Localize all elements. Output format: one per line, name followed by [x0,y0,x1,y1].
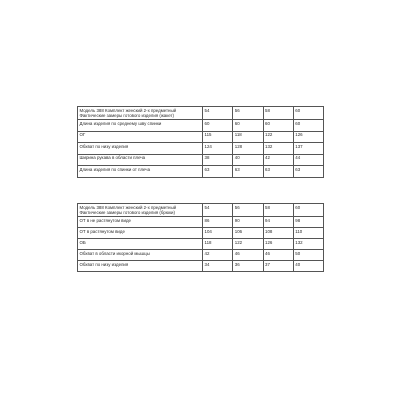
size-cell: 86 [203,217,233,228]
size-cell: 54 [203,204,233,217]
row-label: Обхват в области икорной мышцы [78,250,203,261]
row-label: Обхват по низу изделия [78,143,203,155]
table-row [78,143,324,155]
size-cell: 132 [293,239,323,250]
table-row [78,217,324,228]
size-cell: 56 [233,107,263,120]
size-cell: 126 [263,239,293,250]
size-cell: 124 [203,143,233,155]
size-cell: 118 [233,131,263,143]
size-cell: 106 [233,228,263,239]
size-table-jacket [77,106,324,178]
size-cell: 60 [293,107,323,120]
row-label: Длина изделия по среднему шву спинки [78,120,203,132]
table-row [78,131,324,143]
table-row [78,261,324,272]
row-label: Ширина рукава в области плеча [78,154,203,166]
row-label: ОТ в растянутом виде [78,228,203,239]
size-cell: 108 [263,228,293,239]
size-cell: 38 [203,154,233,166]
size-cell: 118 [203,239,233,250]
size-cell: 46 [263,250,293,261]
size-cell: 56 [233,204,263,217]
table-row [78,228,324,239]
size-cell: 63 [203,166,233,178]
size-cell: 63 [233,166,263,178]
size-cell: 60 [233,120,263,132]
size-cell: 60 [293,120,323,132]
table-row [78,107,324,120]
size-cell: 50 [293,250,323,261]
size-cell: 98 [293,217,323,228]
size-cell: 110 [293,228,323,239]
table-row [78,204,324,217]
size-cell: 132 [263,143,293,155]
size-cell: 104 [203,228,233,239]
size-cell: 40 [233,154,263,166]
size-cell: 37 [263,261,293,272]
size-cell: 40 [293,261,323,272]
row-label: ОТ в не растянутом виде [78,217,203,228]
table-row [78,250,324,261]
size-cell: 54 [203,107,233,120]
size-cell: 60 [293,204,323,217]
table-row [78,154,324,166]
size-cell: 122 [263,131,293,143]
size-cell: 42 [203,250,233,261]
table-row [78,239,324,250]
size-cell: 42 [263,154,293,166]
size-cell: 122 [233,239,263,250]
size-cell: 63 [293,166,323,178]
size-cell: 63 [263,166,293,178]
size-cell: 60 [263,120,293,132]
row-label: Модель 388 Комплект женский 2-х предметный Фактические замеры готового изделия (брюки) [78,204,203,217]
row-label: Модель 388 Комплект женский 2-х предметный Фактические замеры готового изделия (жакет) [78,107,203,120]
row-label: Длина изделия по спинки от плеча [78,166,203,178]
size-cell: 46 [233,250,263,261]
size-cell: 44 [293,154,323,166]
size-cell: 94 [263,217,293,228]
size-cell: 128 [233,143,263,155]
size-cell: 34 [203,261,233,272]
size-cell: 137 [293,143,323,155]
size-cell: 90 [233,217,263,228]
row-label: ОБ [78,239,203,250]
size-cell: 58 [263,107,293,120]
size-cell: 126 [293,131,323,143]
row-label: ОГ [78,131,203,143]
size-cell: 36 [233,261,263,272]
table-row [78,120,324,132]
table-row [78,166,324,178]
size-cell: 60 [203,120,233,132]
size-cell: 115 [203,131,233,143]
size-table-trousers [77,203,324,272]
size-cell: 58 [263,204,293,217]
row-label: Обхват по низу изделия [78,261,203,272]
